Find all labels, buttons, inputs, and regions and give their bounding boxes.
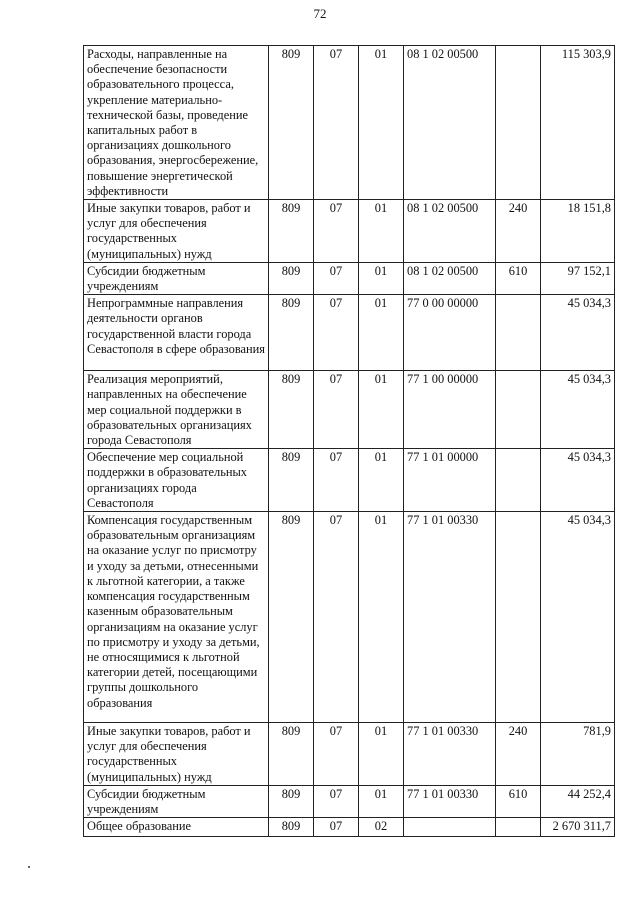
program-code: 77 1 00 00000: [404, 371, 496, 449]
subsection-code: 01: [359, 200, 404, 263]
subsection-code: 01: [359, 262, 404, 294]
subsection-code: 01: [359, 46, 404, 200]
table-row: [84, 723, 615, 786]
expense-name: Субсидии бюджетным учреждениям: [84, 785, 269, 817]
amount: 115 303,9: [541, 46, 615, 200]
section-code: 07: [314, 371, 359, 449]
amount: 781,9: [541, 723, 615, 786]
expense-type-code: [496, 512, 541, 723]
ministry-code: 809: [269, 200, 314, 263]
table-row: [84, 200, 615, 263]
table-row: [84, 512, 615, 723]
program-code: 77 1 01 00330: [404, 512, 496, 723]
expense-name: Иные закупки товаров, работ и услуг для обеспечения государственных (муниципальных) нужд: [84, 200, 269, 263]
amount: 45 034,3: [541, 371, 615, 449]
ministry-code: 809: [269, 723, 314, 786]
section-code: 07: [314, 295, 359, 371]
expense-type-code: 610: [496, 262, 541, 294]
scan-speck: [28, 866, 30, 868]
expense-type-code: [496, 295, 541, 371]
subsection-code: 01: [359, 295, 404, 371]
subsection-code: 01: [359, 449, 404, 512]
expense-type-code: [496, 46, 541, 200]
amount: 97 152,1: [541, 262, 615, 294]
amount: 18 151,8: [541, 200, 615, 263]
ministry-code: 809: [269, 371, 314, 449]
page-number: 72: [313, 6, 327, 21]
amount: 45 034,3: [541, 512, 615, 723]
ministry-code: 809: [269, 46, 314, 200]
table-row: [84, 371, 615, 449]
table-row: [84, 46, 615, 200]
table-row: [84, 262, 615, 294]
ministry-code: 809: [269, 818, 314, 837]
section-code: 07: [314, 200, 359, 263]
expense-type-code: 240: [496, 200, 541, 263]
expense-type-code: [496, 818, 541, 837]
section-code: 07: [314, 512, 359, 723]
budget-table: [83, 45, 615, 837]
ministry-code: 809: [269, 295, 314, 371]
expense-name: Реализация мероприятий, направленных на обеспечение мер социальной поддержки в образовательных организациях города Севастополя: [84, 371, 269, 449]
amount: 44 252,4: [541, 785, 615, 817]
amount: 2 670 311,7: [541, 818, 615, 837]
ministry-code: 809: [269, 785, 314, 817]
subsection-code: 01: [359, 512, 404, 723]
ministry-code: 809: [269, 449, 314, 512]
expense-type-code: [496, 449, 541, 512]
table-row: [84, 785, 615, 817]
program-code: [404, 818, 496, 837]
subsection-code: 02: [359, 818, 404, 837]
subsection-code: 01: [359, 371, 404, 449]
expense-name: Непрограммные направления деятельности органов государственной власти города Севастополя в сфере образования: [84, 295, 269, 371]
subsection-code: 01: [359, 785, 404, 817]
program-code: 08 1 02 00500: [404, 46, 496, 200]
ministry-code: 809: [269, 512, 314, 723]
expense-type-code: 240: [496, 723, 541, 786]
ministry-code: 809: [269, 262, 314, 294]
expense-name: Иные закупки товаров, работ и услуг для обеспечения государственных (муниципальных) нужд: [84, 723, 269, 786]
expense-type-code: 610: [496, 785, 541, 817]
expense-type-code: [496, 371, 541, 449]
expense-name: Общее образование: [84, 818, 269, 837]
expense-name: Субсидии бюджетным учреждениям: [84, 262, 269, 294]
section-code: 07: [314, 785, 359, 817]
program-code: 77 0 00 00000: [404, 295, 496, 371]
amount: 45 034,3: [541, 449, 615, 512]
table-row: [84, 818, 615, 837]
section-code: 07: [314, 262, 359, 294]
program-code: 77 1 01 00000: [404, 449, 496, 512]
table-row: [84, 295, 615, 371]
section-code: 07: [314, 723, 359, 786]
table-row: [84, 449, 615, 512]
subsection-code: 01: [359, 723, 404, 786]
section-code: 07: [314, 818, 359, 837]
section-code: 07: [314, 46, 359, 200]
program-code: 08 1 02 00500: [404, 200, 496, 263]
amount: 45 034,3: [541, 295, 615, 371]
expense-name: Компенсация государственным образовательным организациям на оказание услуг по присмотру и уходу за детьми, отнесенными к льготной категории, а также компенсация государственным казенным образовательным организациям на оказание услуг по присмотру и уходу за детьми, не относящимися к льготной категории детей, посещающими группы дошкольного образования: [84, 512, 269, 723]
program-code: 77 1 01 00330: [404, 723, 496, 786]
section-code: 07: [314, 449, 359, 512]
program-code: 77 1 01 00330: [404, 785, 496, 817]
expense-name: Обеспечение мер социальной поддержки в образовательных организациях города Севастополя: [84, 449, 269, 512]
expense-name: Расходы, направленные на обеспечение безопасности образовательного процесса, укрепление материально-технической базы, проведение капитальных работ в организациях дошкольного образования, энергосбережение, повышение энергетической эффективности: [84, 46, 269, 200]
program-code: 08 1 02 00500: [404, 262, 496, 294]
